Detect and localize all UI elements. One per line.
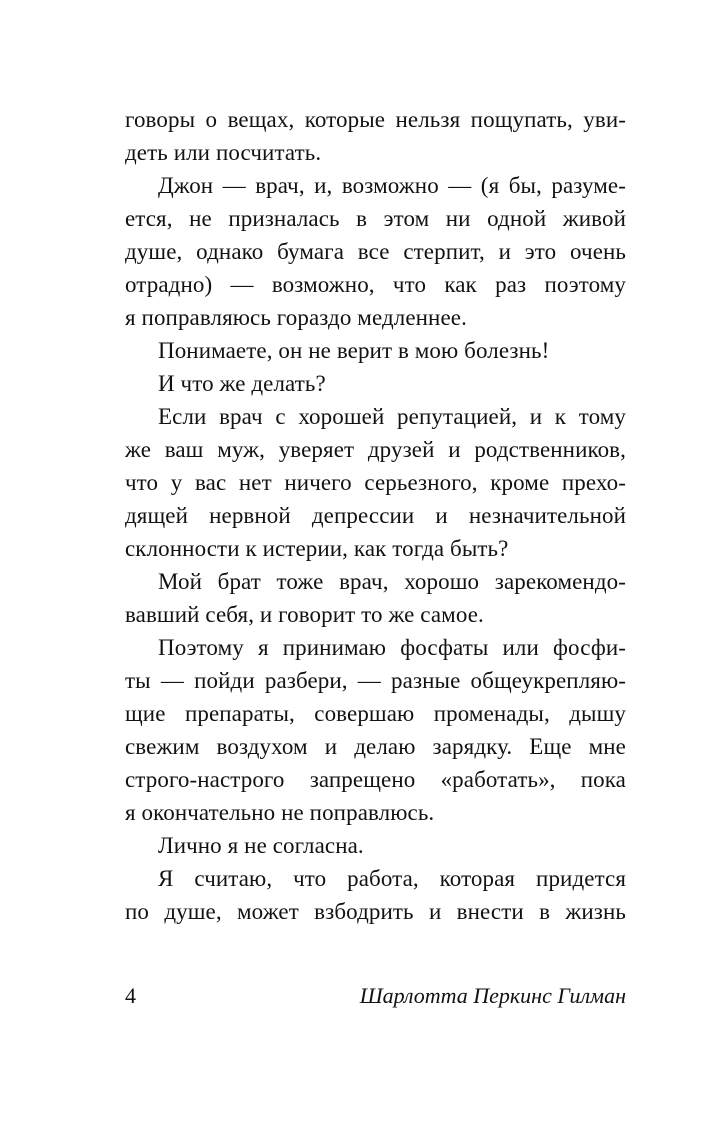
text-line: по душе, может взбодрить и внести в жизнь [125,899,626,924]
text-line: отрадно) — возможно, что как раз поэтому [125,272,626,297]
text-line: Мой брат тоже врач, хорошо зарекомендо- [158,569,626,594]
text-line: щие препараты, совершаю променады, дышу [125,701,626,726]
text-line: вавший себя, и говорит то же самое. [125,602,484,627]
text-line: ется, не призналась в этом ни одной живой [125,206,626,231]
text-line: дящей нервной депрессии и незначительной [125,503,626,528]
text-line: Если врач с хорошей репутацией, и к тому [158,404,626,429]
page-number: 4 [125,983,136,1008]
running-title-author: Шарлотта Перкинс Гилман [359,983,626,1008]
text-line: душе, однако бумага все стерпит, и это очень [125,239,626,264]
text-line: Джон — врач, и, возможно — (я бы, разуме- [158,173,626,198]
text-line: деть или посчитать. [125,140,322,165]
text-line: я окончательно не поправлюсь. [125,800,435,825]
text-line: И что же делать? [158,371,326,396]
text-line: Лично я не согласна. [158,833,364,858]
text-line: Поэтому я принимаю фосфаты или фосфи- [158,635,626,660]
page-footer [125,983,626,1009]
text-line: говоры о вещах, которые нельзя пощупать, уви- [125,107,626,132]
text-line: ты — пойди разбери, — разные общеукрепляю- [125,668,626,693]
text-line: склонности к истерии, как тогда быть? [125,536,509,561]
text-line: что у вас нет ничего серьезного, кроме прехо- [125,470,626,495]
text-line: Я считаю, что работа, которая придется [158,866,626,891]
body-text [125,103,626,928]
text-line: же ваш муж, уверяет друзей и родственников, [125,437,626,462]
text-line: строго-настрого запрещено «работать», пока [125,767,626,792]
text-line: я поправляюсь гораздо медленнее. [125,305,467,330]
text-line: Понимаете, он не верит в мою болезнь! [158,338,550,363]
text-line: свежим воздухом и делаю зарядку. Еще мне [125,734,626,759]
